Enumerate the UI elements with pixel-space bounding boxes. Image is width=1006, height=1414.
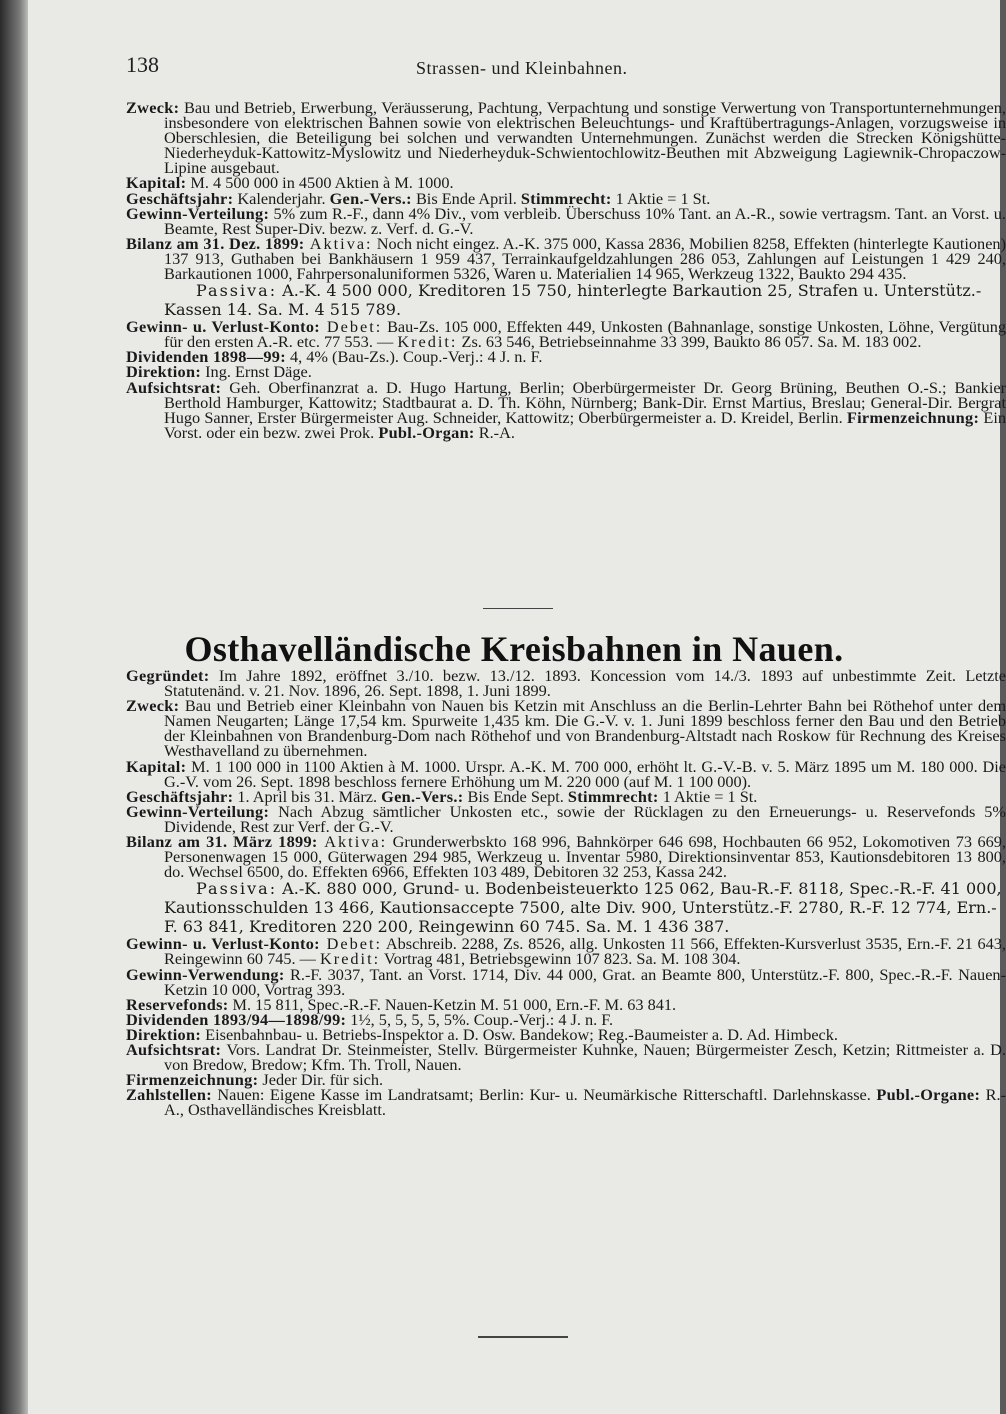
entry-paragraph xyxy=(126,1039,1006,1075)
page-number: 138 xyxy=(126,52,159,77)
entry-label: Gegründet: xyxy=(126,666,210,685)
entry-text: Bis Ende April. xyxy=(411,188,521,208)
entry-text: Eisenbahnbau- u. Betriebs-Inspektor a. D. Osw. Bandekow; Reg.-Baumeister a. D. Ad. Himbeck. xyxy=(201,1024,838,1044)
entry-label: Gewinn- u. Verlust-Konto: xyxy=(126,934,320,954)
entry-label: Gen.-Vers.: xyxy=(329,188,412,208)
company-section-1 xyxy=(126,100,1006,440)
entry-label: Gen.-Vers.: xyxy=(381,786,464,806)
entry-paragraph xyxy=(126,832,1006,882)
entry-text: Bau und Betrieb einer Kleinbahn von Nauen bis Ketzin mit Anschluss an die Berlin-Lehrter Bahn bei Röthehof unter dem Namen Neugarten; Länge 17,54 km. Spurweite 1,435 km. Die G.-V. v. 1. Juni 1899 beschloss ferner den Bau und den Betrieb der Kleinbahnen von Brandenburg-Dom nach Röthehof und von Brandenburg-Altstadt nach Roskow für Rechnung des Kreises Westhavelland zu übernehmen. xyxy=(164,696,1006,761)
entry-label: Publ.-Organ: xyxy=(378,422,475,442)
entry-text: M. 4 500 000 in 4500 Aktien à M. 1000. xyxy=(186,173,454,193)
entry-label: Dividenden 1893/94—1898/99: xyxy=(126,1009,347,1029)
entry-text: Jeder Dir. für sich. xyxy=(258,1070,384,1090)
entry-label: Gewinn-Verteilung: xyxy=(126,203,270,223)
entry-label: Zweck: xyxy=(126,696,180,716)
entry-text: Bau und Betrieb, Erwerbung, Veräusserung, Pachtung, Verpachtung und sonstige Verwertung von Transportunternehmungen, insbesondere von elektrischen Bahnen sowie von elektrischen Beleuchtungs- und Kraftübertragungs-Anlagen, vorzugsweise in Oberschlesien, die Beteiligung bei solchen und verwandten Unternehmungen. Zunächst werden die Strecken Königshütte-Niederheyduk-Kattowitz-Myslowitz und Niederheyduk-Schwientochlowitz-Beuthen mit Abzweigung Lagiewnik-Chropaczow-Lipine ausgebaut. xyxy=(164,98,1006,178)
entry-text: Ing. Ernst Däge. xyxy=(201,362,312,382)
entry-label: Kapital: xyxy=(126,173,187,193)
entry-text: Vortrag 481, Betriebsgewinn 107 823. Sa. M. 108 304. xyxy=(380,949,741,969)
entry-label: Stimmrecht: xyxy=(520,188,612,208)
entry-spaced-label: Passiva: xyxy=(196,879,278,899)
entry-text: R.-F. 3037, Tant. an Vorst. 1714, Div. 44 000, Grat. an Beamte 800, Unterstütz.-F. 800, Spec.-R.-F. Nauen-Ketzin 10 000, Vortrag 393. xyxy=(164,964,1006,999)
entry-label: Aufsichtsrat: xyxy=(126,377,222,397)
entry-label: Gewinn-Verteilung: xyxy=(126,801,270,821)
section-divider xyxy=(483,608,553,609)
entry-text: 1. April bis 31. März. xyxy=(233,786,382,806)
entry-label: Direktion: xyxy=(126,362,202,382)
entry-spaced-label: Kredit: xyxy=(397,332,458,352)
entry-text: Bau-Zs. 105 000, Effekten 449, Unkosten (Bahnanlage, sonstige Unkosten, Löhne, Vergütung für den ersten A.-R. etc. 77 553. — xyxy=(164,317,1006,352)
end-rule xyxy=(478,1336,568,1338)
document-page xyxy=(28,0,1006,1414)
entry-label: Gewinn- u. Verlust-Konto: xyxy=(126,317,321,337)
entry-paragraph xyxy=(126,233,1006,284)
entry-label: Firmenzeichnung: xyxy=(126,1070,259,1090)
entry-text: Geh. Oberfinanzrat a. D. Hugo Hartung, Berlin; Oberbürgermeister Dr. Georg Brüning, Beuthen O.-S.; Bankier Berthold Hamburger, Kattowitz; Stadtbaurat a. D. Th. Köhn, Nürnberg; Bank-Dir. Ernst Martius, Breslau; General-Dir. Bergrat Hugo Sanner, Erster Bürgermeister Aug. Schneider, Kattowitz; Oberbürgermeister a. D. Kreidel, Berlin. xyxy=(164,377,1006,427)
entry-sub-paragraph xyxy=(126,281,1006,319)
entry-text: A.-K. 880 000, Grund- u. Bodenbeisteuerkto 125 062, Bau-R.-F. 8118, Spec.-R.-F. 41 000, Kautionsschulden 13 466, Kautionsaccepte 7500, alte Div. 900, Unterstütz.-F. 2780, R.-F. 12 774, Ern.-F. 63 841, Kreditoren 220 200, Reingewinn 60 745. Sa. M. 1 436 387. xyxy=(164,879,1002,937)
entry-text: A.-K. 4 500 000, Kreditoren 15 750, hinterlegte Barkaution 25, Strafen u. Unterstütz.-Kassen 14. Sa. M. 4 515 789. xyxy=(164,281,982,320)
entry-text: Kalenderjahr. xyxy=(233,188,330,208)
company-section-2 xyxy=(126,666,1006,1120)
entry-paragraph xyxy=(126,377,1006,442)
entry-text: Bis Ende Sept. xyxy=(463,786,568,806)
entry-text: Abschreib. 2288, Zs. 8526, allg. Unkosten 11 566, Effekten-Kursverlust 3535, Ern.-F. 21 643, Reingewinn 60 745. — xyxy=(164,934,1006,969)
entry-text: 4, 4% (Bau-Zs.). Coup.-Verj.: 4 J. n. F. xyxy=(285,347,543,367)
entry-label: Bilanz am 31. Dez. 1899: xyxy=(126,233,305,253)
entry-label: Publ.-Organe: xyxy=(876,1085,981,1105)
entry-label: Direktion: xyxy=(126,1024,202,1044)
entry-paragraph xyxy=(126,756,1006,791)
entry-sub-paragraph xyxy=(126,879,1006,936)
entry-paragraph xyxy=(126,666,1006,701)
entry-label: Kapital: xyxy=(126,756,187,776)
entry-label: Zahlstellen: xyxy=(126,1085,212,1105)
entry-label: Reservefonds: xyxy=(126,994,229,1014)
entry-label: Geschäftsjahr: xyxy=(126,786,234,806)
entry-paragraph xyxy=(126,1085,1006,1120)
entry-label: Geschäftsjahr: xyxy=(126,188,234,208)
entry-spaced-label: Passiva: xyxy=(196,281,278,301)
entry-text: Ein Vorst. oder ein bezw. zwei Prok. xyxy=(164,407,1006,442)
entry-label: Firmenzeichnung: xyxy=(846,407,980,427)
entry-paragraph xyxy=(126,801,1006,836)
entry-paragraph xyxy=(126,317,1006,352)
entry-text: Grunderwerbskto 168 996, Bahnkörper 646 698, Hochbauten 66 952, Lokomotiven 73 669, Personenwagen 15 000, Güterwagen 294 985, Werkzeug u. Inventar 5980, Direktionsinventar 853, Kautionsdebitoren 13 800, do. Wechsel 6500, do. Effekten 6966, Effekten 103 489, Debitoren 32 253, Kassa 242. xyxy=(164,832,1006,882)
entry-text: 1½, 5, 5, 5, 5, 5%. Coup.-Verj.: 4 J. n. F. xyxy=(346,1009,614,1029)
entry-label: Stimmrecht: xyxy=(567,786,659,806)
entry-text: R.-A., Osthavelländisches Kreisblatt. xyxy=(164,1085,1006,1120)
entry-text: 1 Aktie = 1 St. xyxy=(658,786,758,806)
entry-spaced-label: Aktiva: xyxy=(317,832,388,852)
entry-spaced-label: Kredit: xyxy=(320,949,381,969)
entry-text: R.-A. xyxy=(474,422,515,442)
entry-label: Aufsichtsrat: xyxy=(126,1039,222,1059)
entry-text: Noch nicht eingez. A.-K. 375 000, Kassa 2836, Mobilien 8258, Effekten (hinterlegte Kautionen) 137 913, Guthaben bei Bankhäusern 1 959 437, Terrainkaufgeldzahlungen 286 053, Zahlungen auf Leistungen 1 429 240, Barkautionen 1000, Fahrpersonaluniformen 5326, Waren u. Materialien 14 965, Werkzeug 1322, Baukto 294 435. xyxy=(164,233,1006,284)
entry-spaced-label: Debet: xyxy=(320,317,383,337)
entry-paragraph xyxy=(126,964,1006,999)
entry-text: Im Jahre 1892, eröffnet 3./10. bezw. 13./12. 1893. Koncession vom 14./3. 1893 auf unbestimmte Zeit. Letzte Statutenänd. v. 21. Nov. 1896, 26. Sept. 1898, 1. Juni 1899. xyxy=(164,666,1006,701)
entry-label: Zweck: xyxy=(126,98,180,117)
entry-spaced-label: Debet: xyxy=(319,934,383,954)
book-spine-shadow xyxy=(0,0,28,1414)
entry-paragraph xyxy=(126,203,1006,238)
running-title: Strassen- und Kleinbahnen. xyxy=(416,58,628,78)
entry-label: Gewinn-Verwendung: xyxy=(126,964,285,984)
entry-label: Dividenden 1898—99: xyxy=(126,347,286,367)
entry-text: M. 15 811, Spec.-R.-F. Nauen-Ketzin M. 51 000, Ern.-F. M. 63 841. xyxy=(228,994,677,1014)
entry-text: Zs. 63 546, Betriebseinnahme 33 399, Baukto 86 057. Sa. M. 183 002. xyxy=(457,332,922,352)
entry-text: Nauen: Eigene Kasse im Landratsamt; Berlin: Kur- u. Neumärkische Ritterschaftl. Darlehnskasse. xyxy=(211,1085,877,1105)
entry-text: 5% zum R.-F., dann 4% Div., vom verbleib. Überschuss 10% Tant. an A.-R., sowie vertragsm. Tant. an Vorst. u. Beamte, Rest Super-Div. bezw. z. Verf. d. G.-V. xyxy=(164,203,1006,238)
entry-paragraph xyxy=(126,98,1006,178)
entry-text: M. 1 100 000 in 1100 Aktien à M. 1000. Urspr. A.-K. M. 700 000, erhöht lt. G.-V.-B. v. 5. März 1895 um M. 180 000. Die G.-V. vom 26. Sept. 1898 beschloss fernere Erhöhung um M. 220 000 (auf M. 1 100 000). xyxy=(164,756,1006,791)
entry-text: Vors. Landrat Dr. Steinmeister, Stellv. Bürgermeister Kuhnke, Nauen; Bürgermeister Zesch, Ketzin; Rittmeister a. D. von Bredow, Bredow; Kfm. Th. Troll, Nauen. xyxy=(164,1039,1006,1075)
entry-text: Nach Abzug sämtlicher Unkosten etc., sowie der Rücklagen zu den Erneuerungs- u. Reservefonds 5% Dividende, Rest zur Verf. der G.-V. xyxy=(164,801,1006,836)
entry-label: Bilanz am 31. März 1899: xyxy=(126,832,318,852)
entry-text: 1 Aktie = 1 St. xyxy=(611,188,711,208)
entry-paragraph xyxy=(126,696,1006,761)
entry-paragraph xyxy=(126,934,1006,969)
entry-spaced-label: Aktiva: xyxy=(304,233,373,253)
company-title: Osthavelländische Kreisbahnen in Nauen. xyxy=(184,629,844,669)
page-header xyxy=(126,52,996,82)
